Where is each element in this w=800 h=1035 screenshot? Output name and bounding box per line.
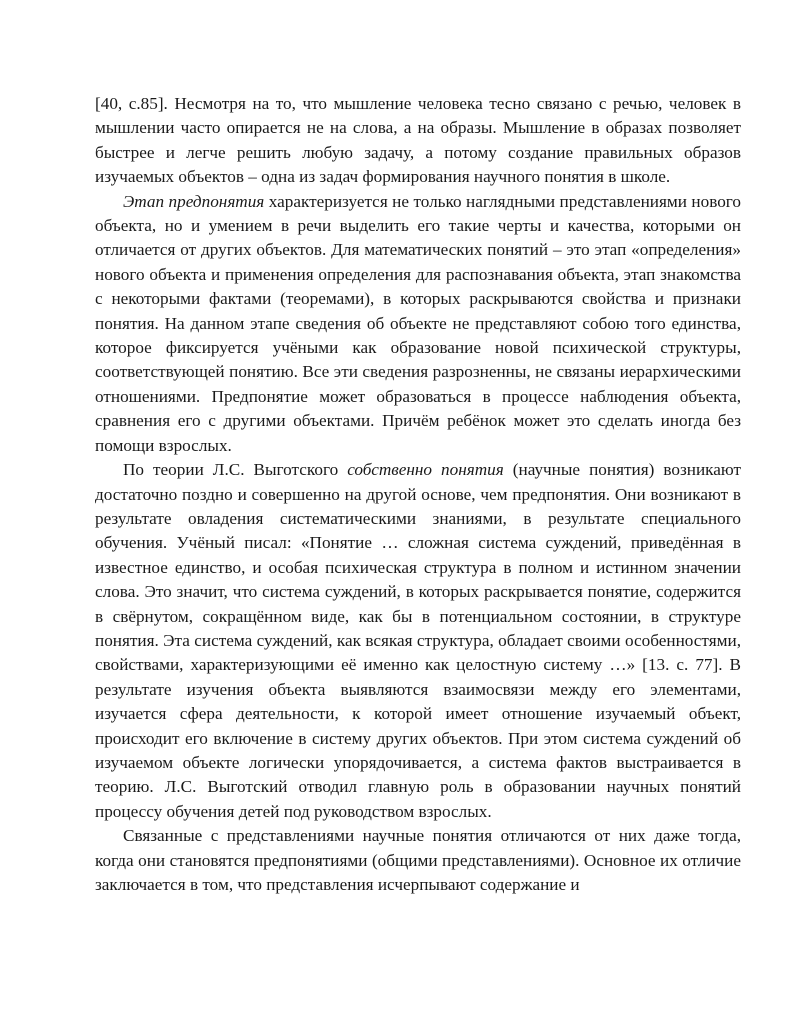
paragraph-2-text: характеризуется не только наглядными представлениями нового объекта, но и умением в речи выделить его такие черты и качества, которыми он отличается от других объектов. Для математических понятий – это этап «определения» нового объекта и применения определения для распознавания объекта, этап знакомства с некоторыми фактами (теоремами), в которых раскрываются свойства и признаки понятия. На данном этапе сведения об объекте не представляют собою того единства, которое фиксируется учёными как образование новой психической структуры, соответствующей понятию. Все эти сведения разрозненны, не связаны иерархическими отношениями. Предпонятие может образоваться в процессе наблюдения объекта, сравнения его с другими объектами. Причём ребёнок может это сделать иногда без помощи взрослых. (95, 191, 741, 455)
paragraph-3-italic-term: собственно понятия (347, 460, 504, 480)
paragraph-2-italic-term: Этап предпонятия (123, 191, 265, 211)
paragraph-4-text: Связанные с представлениями научные понятия отличаются от них даже тогда, когда они становятся предпонятиями (общими представлениями). Основное их отличие заключается в том, что представления исчерпывают содержание и (95, 826, 741, 894)
paragraph-3 (95, 458, 741, 824)
paragraph-1 (95, 92, 741, 190)
paragraph-3-text-start: По теории Л.С. Выготского (123, 460, 348, 480)
paragraph-1-text: [40, с.85]. Несмотря на то, что мышление человека тесно связано с речью, человек в мышлении часто опирается не на слова, а на образы. Мышление в образах позволяет быстрее и легче решить любую задачу, а потому создание правильных образов изучаемых объектов – одна из задач формирования научного понятия в школе. (95, 94, 741, 187)
paragraph-2 (95, 190, 741, 458)
paragraph-4 (95, 824, 741, 897)
document-page (95, 92, 741, 897)
paragraph-3-text: (научные понятия) возникают достаточно поздно и совершенно на другой основе, чем предпонятия. Они возникают в результате овладения систематическими знаниями, в результате специального обучения. Учёный писал: «Понятие … сложная система суждений, приведённая в известное единство, и особая психическая структура в полном и истинном значении слова. Это значит, что система суждений, в которых раскрывается понятие, содержится в свёрнутом, сокращённом виде, как бы в потенциальном состоянии, в структуре понятия. Эта система суждений, как всякая структура, обладает своими особенностями, свойствами, характеризующими её именно как целостную систему …» [13. с. 77]. В результате изучения объекта выявляются взаимосвязи между его элементами, изучается сфера деятельности, к которой имеет отношение изучаемый объект, происходит его включение в систему других объектов. При этом система суждений об изучаемом объекте логически упорядочивается, а система фактов выстраивается в теорию. Л.С. Выготский отводил главную роль в образовании научных понятий процессу обучения детей под руководством взрослых. (95, 460, 741, 821)
